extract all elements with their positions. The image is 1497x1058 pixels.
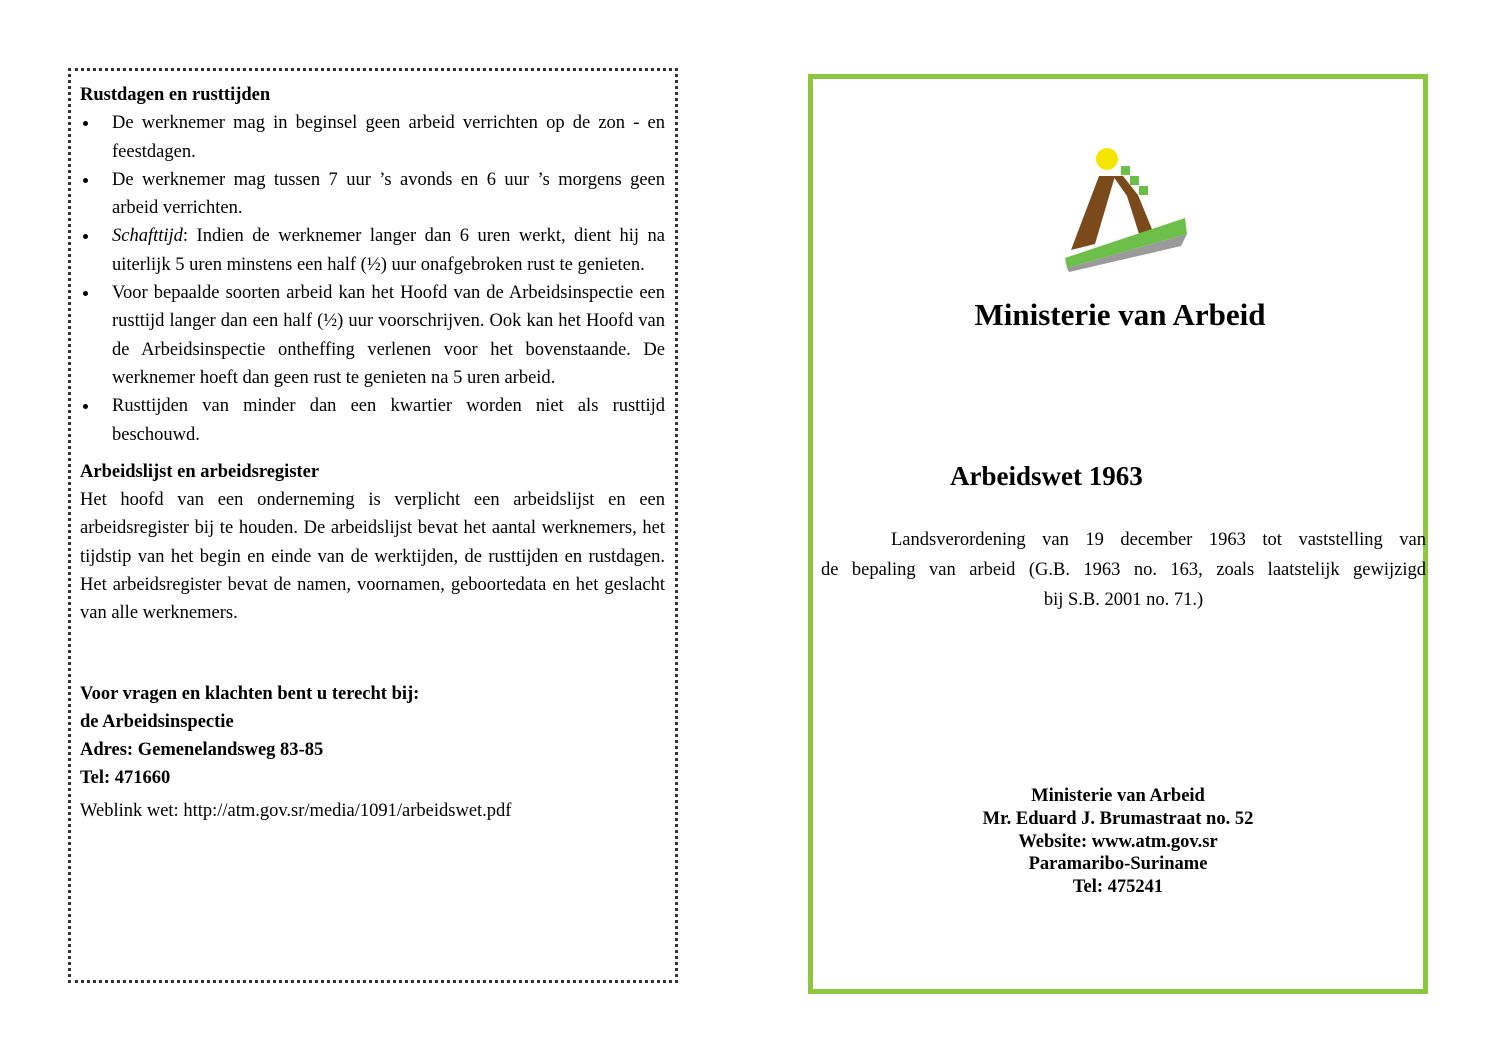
contact-block: [80, 680, 665, 792]
list-item: De werknemer mag in beginsel geen arbeid verrichten op de zon - en feestdagen.: [80, 109, 665, 166]
contact-address: Adres: Gemenelandsweg 83-85: [80, 739, 324, 760]
footer-phone: Tel: 475241: [1072, 877, 1164, 898]
list-item: Schafttijd: Indien de werknemer langer dan 6 uren werkt, dient hij na uiterlijk 5 uren minstens een half (½) uur onafgebroken rust te genieten.: [80, 222, 665, 279]
footer-line: Ministerie van Arbeid: [1031, 786, 1205, 806]
register-section-title: Arbeidslijst en arbeidsregister: [80, 461, 320, 482]
description-line: Landsverordening van 19 december 1963 tot vaststelling van: [891, 530, 1426, 550]
law-title: Arbeidswet 1963: [950, 461, 1143, 491]
italic-term: Schafttijd: [112, 226, 183, 247]
list-item: Voor bepaalde soorten arbeid kan het Hoofd van de Arbeidsinspectie een rusttijd langer dan een half (½) uur voorschrijven. Ook kan het Hoofd van de Arbeidsinspectie ontheffing verlenen voor het bovenstaande. De werknemer hoeft dan geen rust te genieten na 5 uren arbeid.: [80, 279, 665, 392]
contact-line: Voor vragen en klachten bent u terecht bij:: [80, 683, 420, 704]
cover-panel: [808, 74, 1428, 994]
law-description: [821, 525, 1426, 615]
left-panel: [68, 68, 678, 983]
rest-list: [80, 109, 665, 449]
contact-phone: Tel: 471660: [80, 767, 171, 788]
list-item: Rusttijden van minder dan een kwartier worden niet als rusttijd beschouwd.: [80, 392, 665, 449]
page-title: Ministerie van Arbeid: [974, 297, 1266, 332]
list-item: De werknemer mag tussen 7 uur ’s avonds en 6 uur ’s morgens geen arbeid verrichten.: [80, 166, 665, 223]
footer-website: Website: www.atm.gov.sr: [1018, 831, 1218, 852]
description-line: bij S.B. 2001 no. 71.): [1043, 590, 1204, 610]
rest-section-title: Rustdagen en rusttijden: [80, 85, 271, 105]
ministry-contact-footer: [813, 785, 1423, 899]
register-paragraph: Het hoofd van een onderneming is verplicht een arbeidslijst en een arbeidsregister bij te houden. De arbeidslijst bevat het aantal werknemers, het tijdstip van het begin en einde van de werktijden, de rusttijden en rustdagen. Het arbeidsregister bevat de namen, voornamen, geboortedata en het geslacht van alle werknemers.: [80, 490, 665, 624]
footer-address: Mr. Eduard J. Brumastraat no. 52: [982, 808, 1254, 829]
weblink[interactable]: Weblink wet: http://atm.gov.sr/media/1091/arbeidswet.pdf: [80, 800, 512, 821]
contact-line: de Arbeidsinspectie: [80, 711, 234, 732]
ministry-logo-icon: [1063, 146, 1198, 276]
description-line: de bepaling van arbeid (G.B. 1963 no. 163, zoals laatstelijk gewijzigd: [821, 560, 1426, 580]
footer-city: Paramaribo-Suriname: [1028, 854, 1208, 875]
